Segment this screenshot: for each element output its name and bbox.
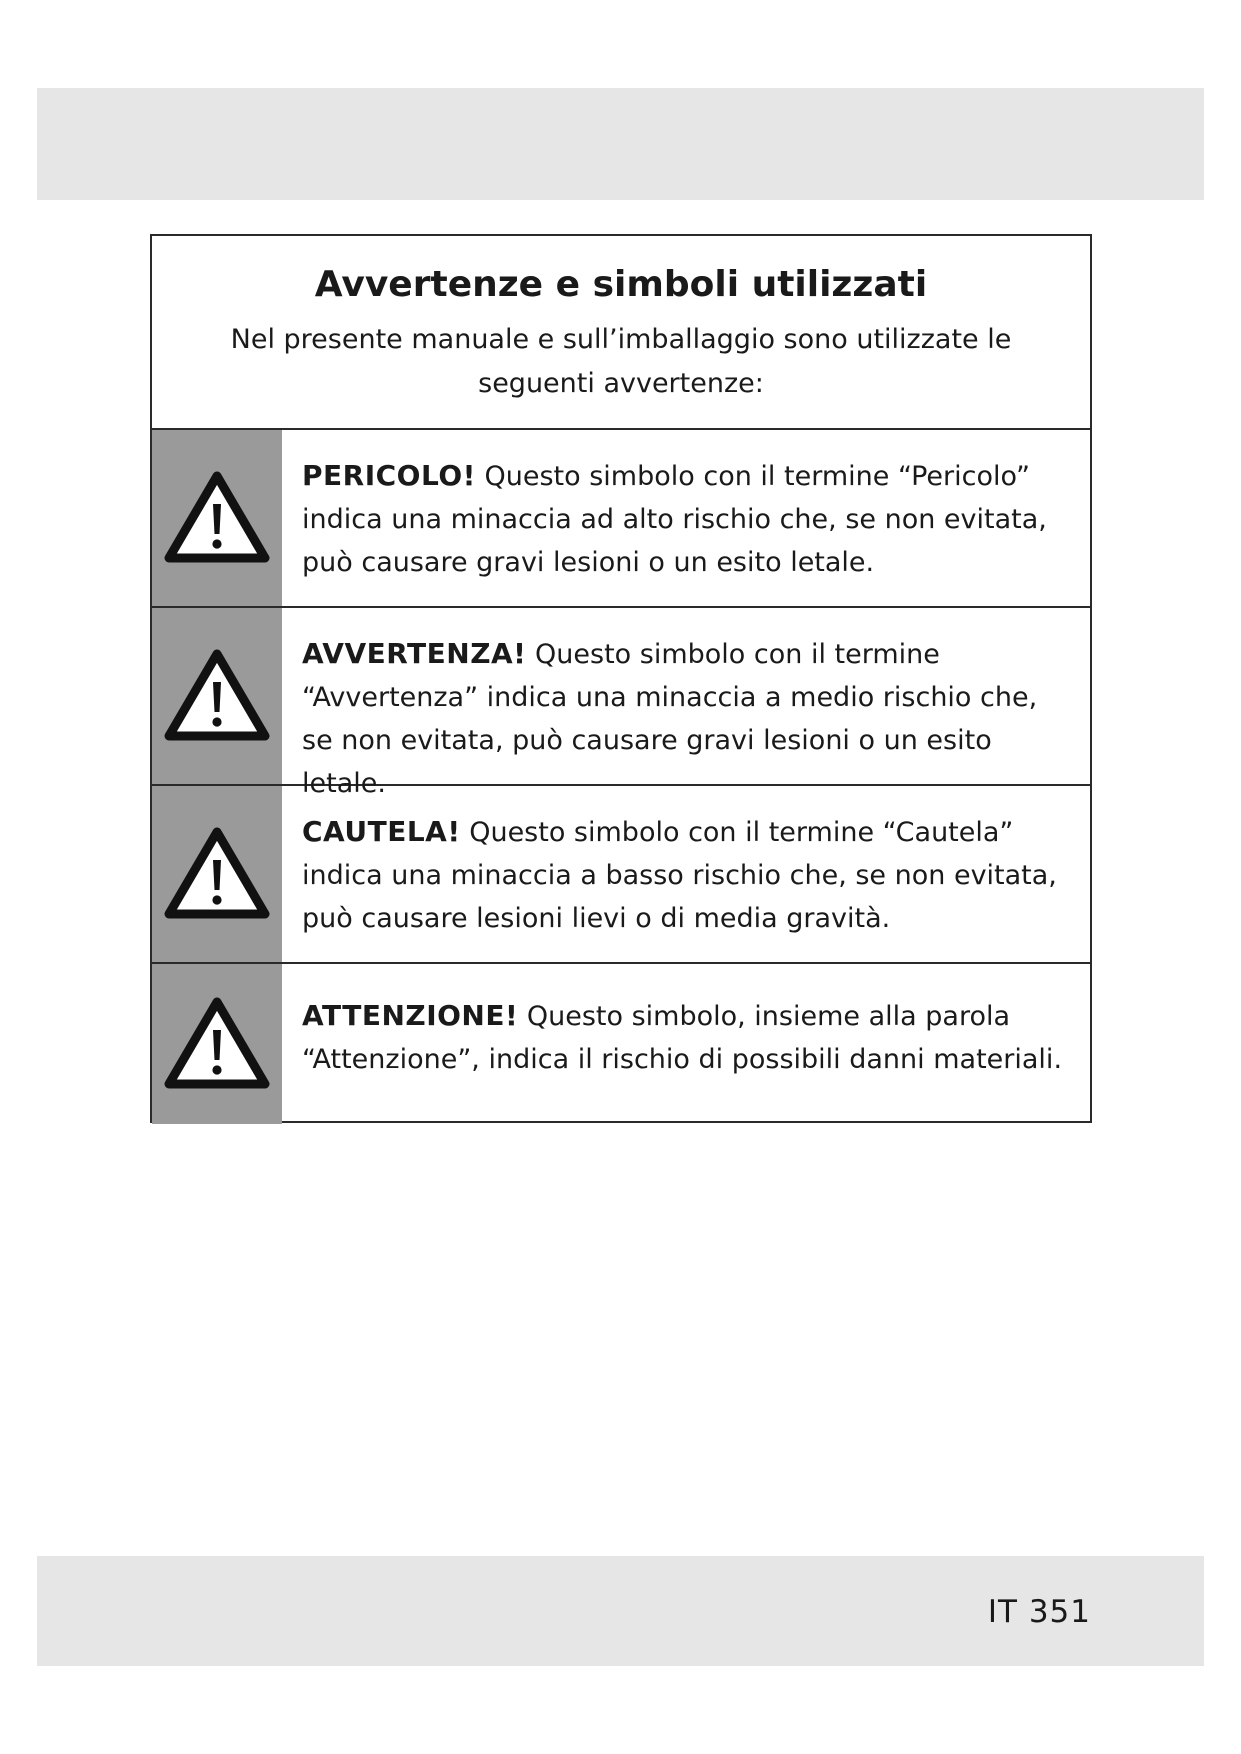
signal-word: AVVERTENZA! (302, 637, 527, 670)
warnings-table-header (152, 236, 1090, 430)
warning-triangle-icon (163, 996, 271, 1092)
warning-row-cautela (152, 786, 1090, 964)
warning-description (282, 608, 1090, 799)
warning-triangle-icon (163, 648, 271, 744)
warning-text: Questo simbolo con il termine “Pericolo” indica una minaccia ad alto rischio che, se non evitata, può causare gravi lesioni o un esito letale. (302, 461, 1047, 578)
warnings-table (150, 234, 1092, 1123)
header-band (37, 88, 1204, 200)
warning-row-attenzione (152, 964, 1090, 1124)
signal-word: ATTENZIONE! (302, 999, 519, 1032)
warning-icon-cell (152, 608, 282, 784)
warning-triangle-icon (163, 826, 271, 922)
section-intro: Nel presente manuale e sull’imballaggio sono utilizzate le seguenti avvertenze: (230, 324, 1012, 399)
warning-text: Questo simbolo con il termine “Cautela” indica una minaccia a basso rischio che, se non evitata, può causare lesioni lievi o di media gravità. (302, 817, 1057, 934)
warning-icon-cell (152, 964, 282, 1124)
warning-description (282, 964, 1090, 1124)
warning-row-pericolo (152, 430, 1090, 608)
warning-text: Questo simbolo con il termine “Avvertenza” indica una minaccia a medio rischio che, se non evitata, può causare gravi lesioni o un esito letale. (302, 639, 1038, 799)
signal-word: PERICOLO! (302, 459, 476, 492)
warning-description (282, 786, 1090, 962)
warning-icon-cell (152, 430, 282, 606)
warning-icon-cell (152, 786, 282, 962)
section-title: Avvertenze e simboli utilizzati (314, 264, 928, 305)
warning-row-avvertenza (152, 608, 1090, 799)
signal-word: CAUTELA! (302, 815, 461, 848)
warning-text: Questo simbolo, insieme alla parola “Attenzione”, indica il rischio di possibili danni materiali. (302, 1001, 1063, 1075)
warning-description (282, 430, 1090, 606)
warning-triangle-icon (163, 470, 271, 566)
page-number: IT 351 (987, 1594, 1091, 1630)
